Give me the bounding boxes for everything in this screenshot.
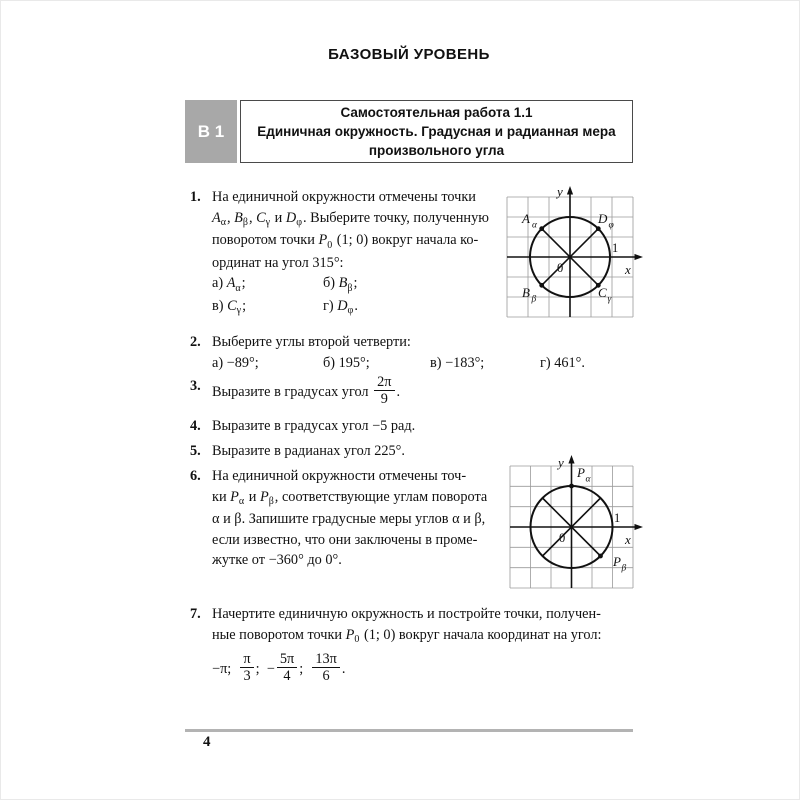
problem-1-option-g: г) $D_\varphi$. (323, 297, 358, 316)
y-axis-label: y (558, 455, 564, 470)
problem-7-line: Начертите единичную окружность и постройте точки, получен- (212, 606, 601, 622)
footer-rule (185, 729, 633, 732)
worksheet-title-line1: Самостоятельная работа 1.1 (340, 104, 533, 120)
worksheet-title-line3: произвольного угла (368, 143, 505, 159)
x-axis-label: x (625, 262, 631, 277)
problem-5-number: 5. (190, 443, 201, 459)
y-axis-arrow-icon (568, 455, 574, 464)
problem-1-option-b: б) $B_\beta$; (323, 275, 358, 294)
problem-1-line: $A_\alpha$, $B_\beta$, $C_\gamma$ и $D_\varphi$. Выберите точку, полученную (212, 209, 489, 228)
point-P-beta-sub-label: β (621, 563, 627, 574)
problem-1-text (212, 187, 505, 318)
unit-label: 1 (612, 241, 619, 255)
problem-3 (185, 376, 633, 409)
problem-2-options-row (212, 353, 633, 374)
problem-2-text (212, 332, 633, 373)
point-D-dot (596, 226, 601, 231)
x-axis-label: x (625, 532, 631, 547)
problem-2-option-v: в) −183°; (430, 354, 485, 371)
point-A-label: A (522, 211, 530, 226)
point-A-dot (539, 226, 544, 231)
point-P-alpha-label: P (577, 465, 585, 480)
problem-7-text (212, 604, 633, 686)
problem-4 (185, 416, 633, 437)
page-number: 4 (203, 734, 211, 750)
point-D-sub-label: φ (608, 220, 614, 231)
problem-2-line: Выберите углы второй четверти: (212, 334, 411, 350)
problem-1-options-row-2 (212, 296, 505, 319)
problem-1-option-v: в) $C_\gamma$; (212, 297, 247, 316)
y-axis-label: y (557, 184, 563, 199)
point-P-beta-dot (598, 554, 603, 559)
page-header: БАЗОВЫЙ УРОВЕНЬ (328, 46, 490, 63)
problem-4-text (212, 416, 633, 437)
problem-2-number: 2. (190, 334, 201, 350)
problem-7-number: 7. (190, 606, 201, 622)
point-B-label: B (522, 285, 530, 300)
point-P-alpha-dot (569, 484, 574, 489)
problem-5-line: Выразите в радианах угол 225°. (212, 443, 405, 459)
problem-4-number: 4. (190, 418, 201, 434)
problem-1-option-a: а) $A_\alpha$; (212, 275, 246, 294)
problem-2-option-b: б) 195°; (323, 354, 370, 371)
problem-4-line: Выразите в градусах угол −5 рад. (212, 418, 416, 434)
point-C-sub-label: γ (607, 294, 612, 305)
problem-1-line: поворотом точки $P_0$ (1; 0) вокруг начала ко- (212, 232, 479, 251)
y-axis-arrow-icon (567, 186, 573, 195)
worksheet-header-box (185, 100, 633, 163)
problem-1-line: ординат на угол 315°: (212, 254, 344, 271)
problem-3-number: 3. (190, 378, 201, 394)
problem-1-number: 1. (190, 189, 201, 205)
x-axis-arrow-icon (635, 524, 644, 530)
problem-6-line: α и β. Запишите градусные меры углов α и β, (212, 511, 486, 527)
unit-label: 1 (614, 511, 621, 525)
worksheet-title-line2: Единичная окружность. Градусная и радианная мера (257, 123, 616, 139)
worksheet-badge: В 1 (185, 100, 237, 163)
problem-6-line: если известно, что они заключены в проме- (212, 531, 478, 548)
problem-2 (185, 332, 633, 373)
x-axis-arrow-icon (635, 254, 644, 260)
problem-1 (185, 187, 505, 318)
problem-7-angles-line: −π; $\frac{\pi}{3}$ ; − $\frac{5\pi}{4}$ ; $\frac{13\pi}{6}$ . (212, 651, 346, 684)
point-D-label: D (598, 211, 608, 226)
unit-circle-diagram-1 (503, 184, 645, 324)
problem-6-number: 6. (190, 468, 201, 484)
problem-3-line: Выразите в градусах угол $\frac{2\pi}{9}$ . (212, 374, 401, 407)
problem-7 (185, 604, 633, 686)
point-P-alpha-sub-label: α (585, 474, 591, 485)
point-B-sub-label: β (531, 294, 537, 305)
problem-7-line: ные поворотом точки $P_0$ (1; 0) вокруг начала координат на угол: (212, 626, 602, 645)
problem-6-line: ки $P_\alpha$ и $P_\beta$, соответствующие углам поворота (212, 488, 488, 507)
worksheet-title-box (240, 100, 633, 163)
problem-2-option-a: а) −89°; (212, 354, 259, 371)
point-P-beta-label: P (613, 554, 621, 569)
point-A-sub-label: α (532, 220, 537, 231)
problem-6-line: жутке от −360° до 0°. (212, 552, 342, 568)
point-C-label: C (598, 285, 607, 300)
problem-2-option-g: г) 461°. (540, 354, 585, 371)
problem-1-line: На единичной окружности отмечены точки (212, 189, 476, 205)
problem-3-text (212, 376, 633, 409)
point-B-dot (539, 283, 544, 288)
origin-label: 0 (559, 531, 566, 545)
problem-6-line: На единичной окружности отмечены точ- (212, 468, 467, 484)
problem-6-text (212, 466, 507, 571)
problem-1-options-row-1 (212, 273, 505, 296)
origin-label: 0 (557, 261, 564, 275)
problem-6 (185, 466, 507, 571)
unit-circle-diagram-2 (504, 450, 646, 600)
